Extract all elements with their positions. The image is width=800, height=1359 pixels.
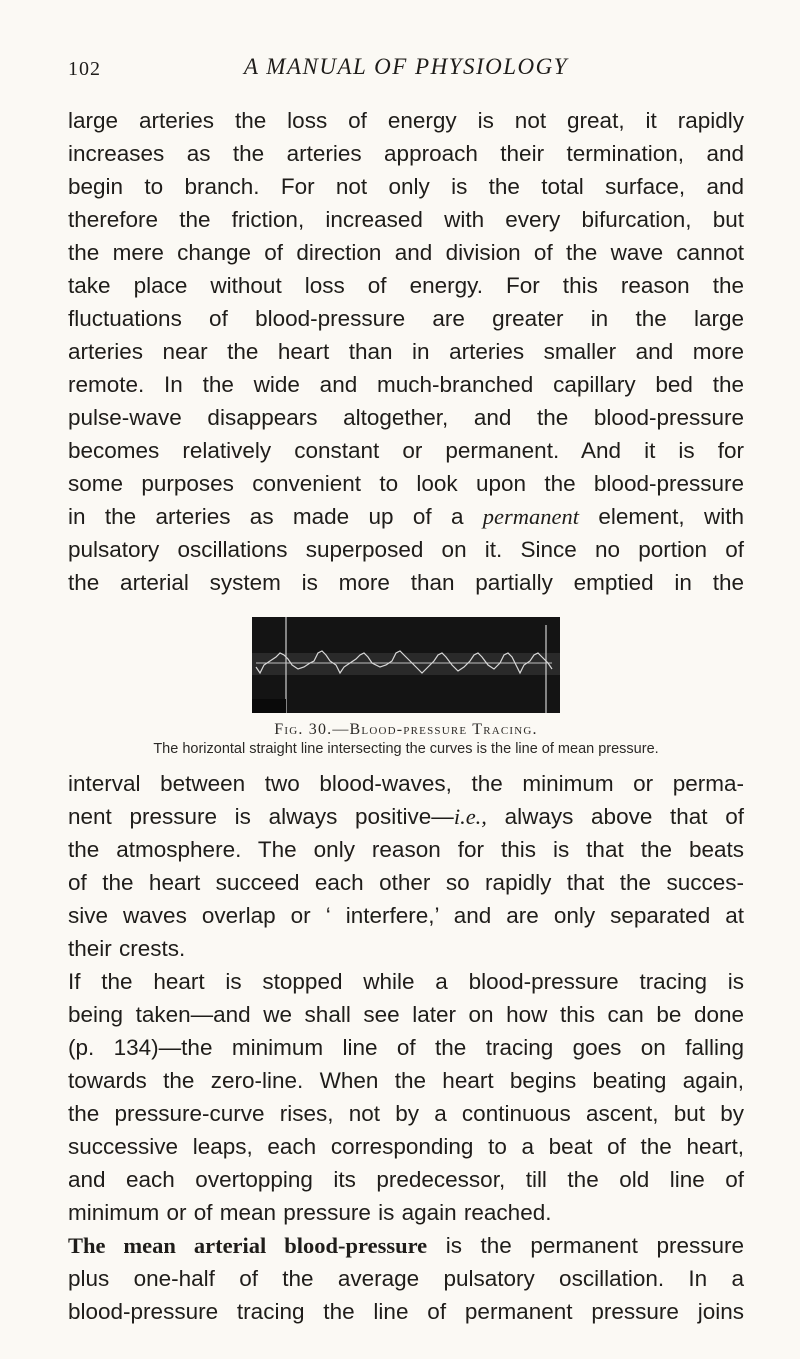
text-fragment: always above that of [486, 804, 744, 829]
figure-label: Fig. 30.— [274, 721, 350, 738]
figure-note: The horizontal straight line intersecting the curves is the line of mean pressure. [153, 741, 659, 757]
paragraph-1 [68, 104, 744, 599]
text-line: the atmosphere. The only reason for this is that the beats [68, 837, 744, 862]
text-line: arteries near the heart than in arteries smaller and more [68, 339, 744, 364]
text-line: take place without loss of energy. For this reason the [68, 273, 744, 298]
text-line: begin to branch. For not only is the total surface, and [68, 174, 744, 199]
text-line: becomes relatively constant or permanent. And it is for [68, 438, 744, 463]
blood-pressure-tracing-image [252, 617, 560, 713]
text-fragment: in the arteries as made up of a [68, 504, 483, 529]
paragraph-4 [68, 1229, 744, 1328]
text-line: interval between two blood-waves, the minimum or perma- [68, 771, 744, 796]
text-line: towards the zero-line. When the heart begins beating again, [68, 1068, 744, 1093]
text-line: minimum or of mean pressure is again reached. [68, 1200, 552, 1225]
text-line: increases as the arteries approach their termination, and [68, 141, 744, 166]
text-line: pulse-wave disappears altogether, and the blood-pressure [68, 405, 744, 430]
paragraph-3 [68, 965, 744, 1229]
text-line: fluctuations of blood-pressure are greater in the large [68, 306, 744, 331]
text-line [68, 800, 744, 833]
figure-caption [68, 721, 744, 739]
text-line: large arteries the loss of energy is not great, it rapidly [68, 108, 744, 133]
text-line [68, 1229, 744, 1262]
text-line: successive leaps, each corresponding to a beat of the heart, [68, 1134, 744, 1159]
italic-term: i.e., [453, 804, 487, 829]
text-fragment: nent pressure is always positive— [68, 804, 454, 829]
text-line: blood-pressure tracing the line of permanent pressure joins [68, 1299, 744, 1324]
text-line: the pressure-curve rises, not by a continuous ascent, but by [68, 1101, 744, 1126]
text-line: their crests. [68, 936, 186, 961]
text-line: plus one-half of the average pulsatory oscillation. In a [68, 1266, 744, 1291]
page-number: 102 [68, 58, 101, 80]
text-line: pulsatory oscillations superposed on it. Since no portion of [68, 537, 744, 562]
text-line [68, 500, 744, 533]
text-line: therefore the friction, increased with every bifurcation, but [68, 207, 744, 232]
page-header [68, 48, 744, 86]
bold-term: The mean arterial blood-pressure [68, 1233, 428, 1258]
paragraph-2 [68, 767, 744, 965]
figure-title: Blood-pressure Tracing. [349, 721, 538, 738]
text-line: some purposes convenient to look upon the blood-pressure [68, 471, 744, 496]
text-line: sive waves overlap or ‘ interfere,’ and are only separated at [68, 903, 744, 928]
text-line: If the heart is stopped while a blood-pressure tracing is [68, 969, 744, 994]
text-line: and each overtopping its predecessor, till the old line of [68, 1167, 744, 1192]
italic-term: permanent [482, 504, 580, 529]
text-line: the arterial system is more than partially emptied in the [68, 570, 744, 595]
figure-30 [68, 617, 744, 757]
text-line: the mere change of direction and division of the wave cannot [68, 240, 744, 265]
text-line: (p. 134)—the minimum line of the tracing goes on falling [68, 1035, 744, 1060]
text-fragment: element, with [579, 504, 744, 529]
page [68, 48, 744, 1328]
text-line: of the heart succeed each other so rapidly that the succes- [68, 870, 744, 895]
running-title: A MANUAL OF PHYSIOLOGY [243, 54, 569, 79]
text-line: remote. In the wide and much-branched capillary bed the [68, 372, 744, 397]
text-fragment: is the permanent pressure [427, 1233, 744, 1258]
text-line: being taken—and we shall see later on how this can be done [68, 1002, 744, 1027]
